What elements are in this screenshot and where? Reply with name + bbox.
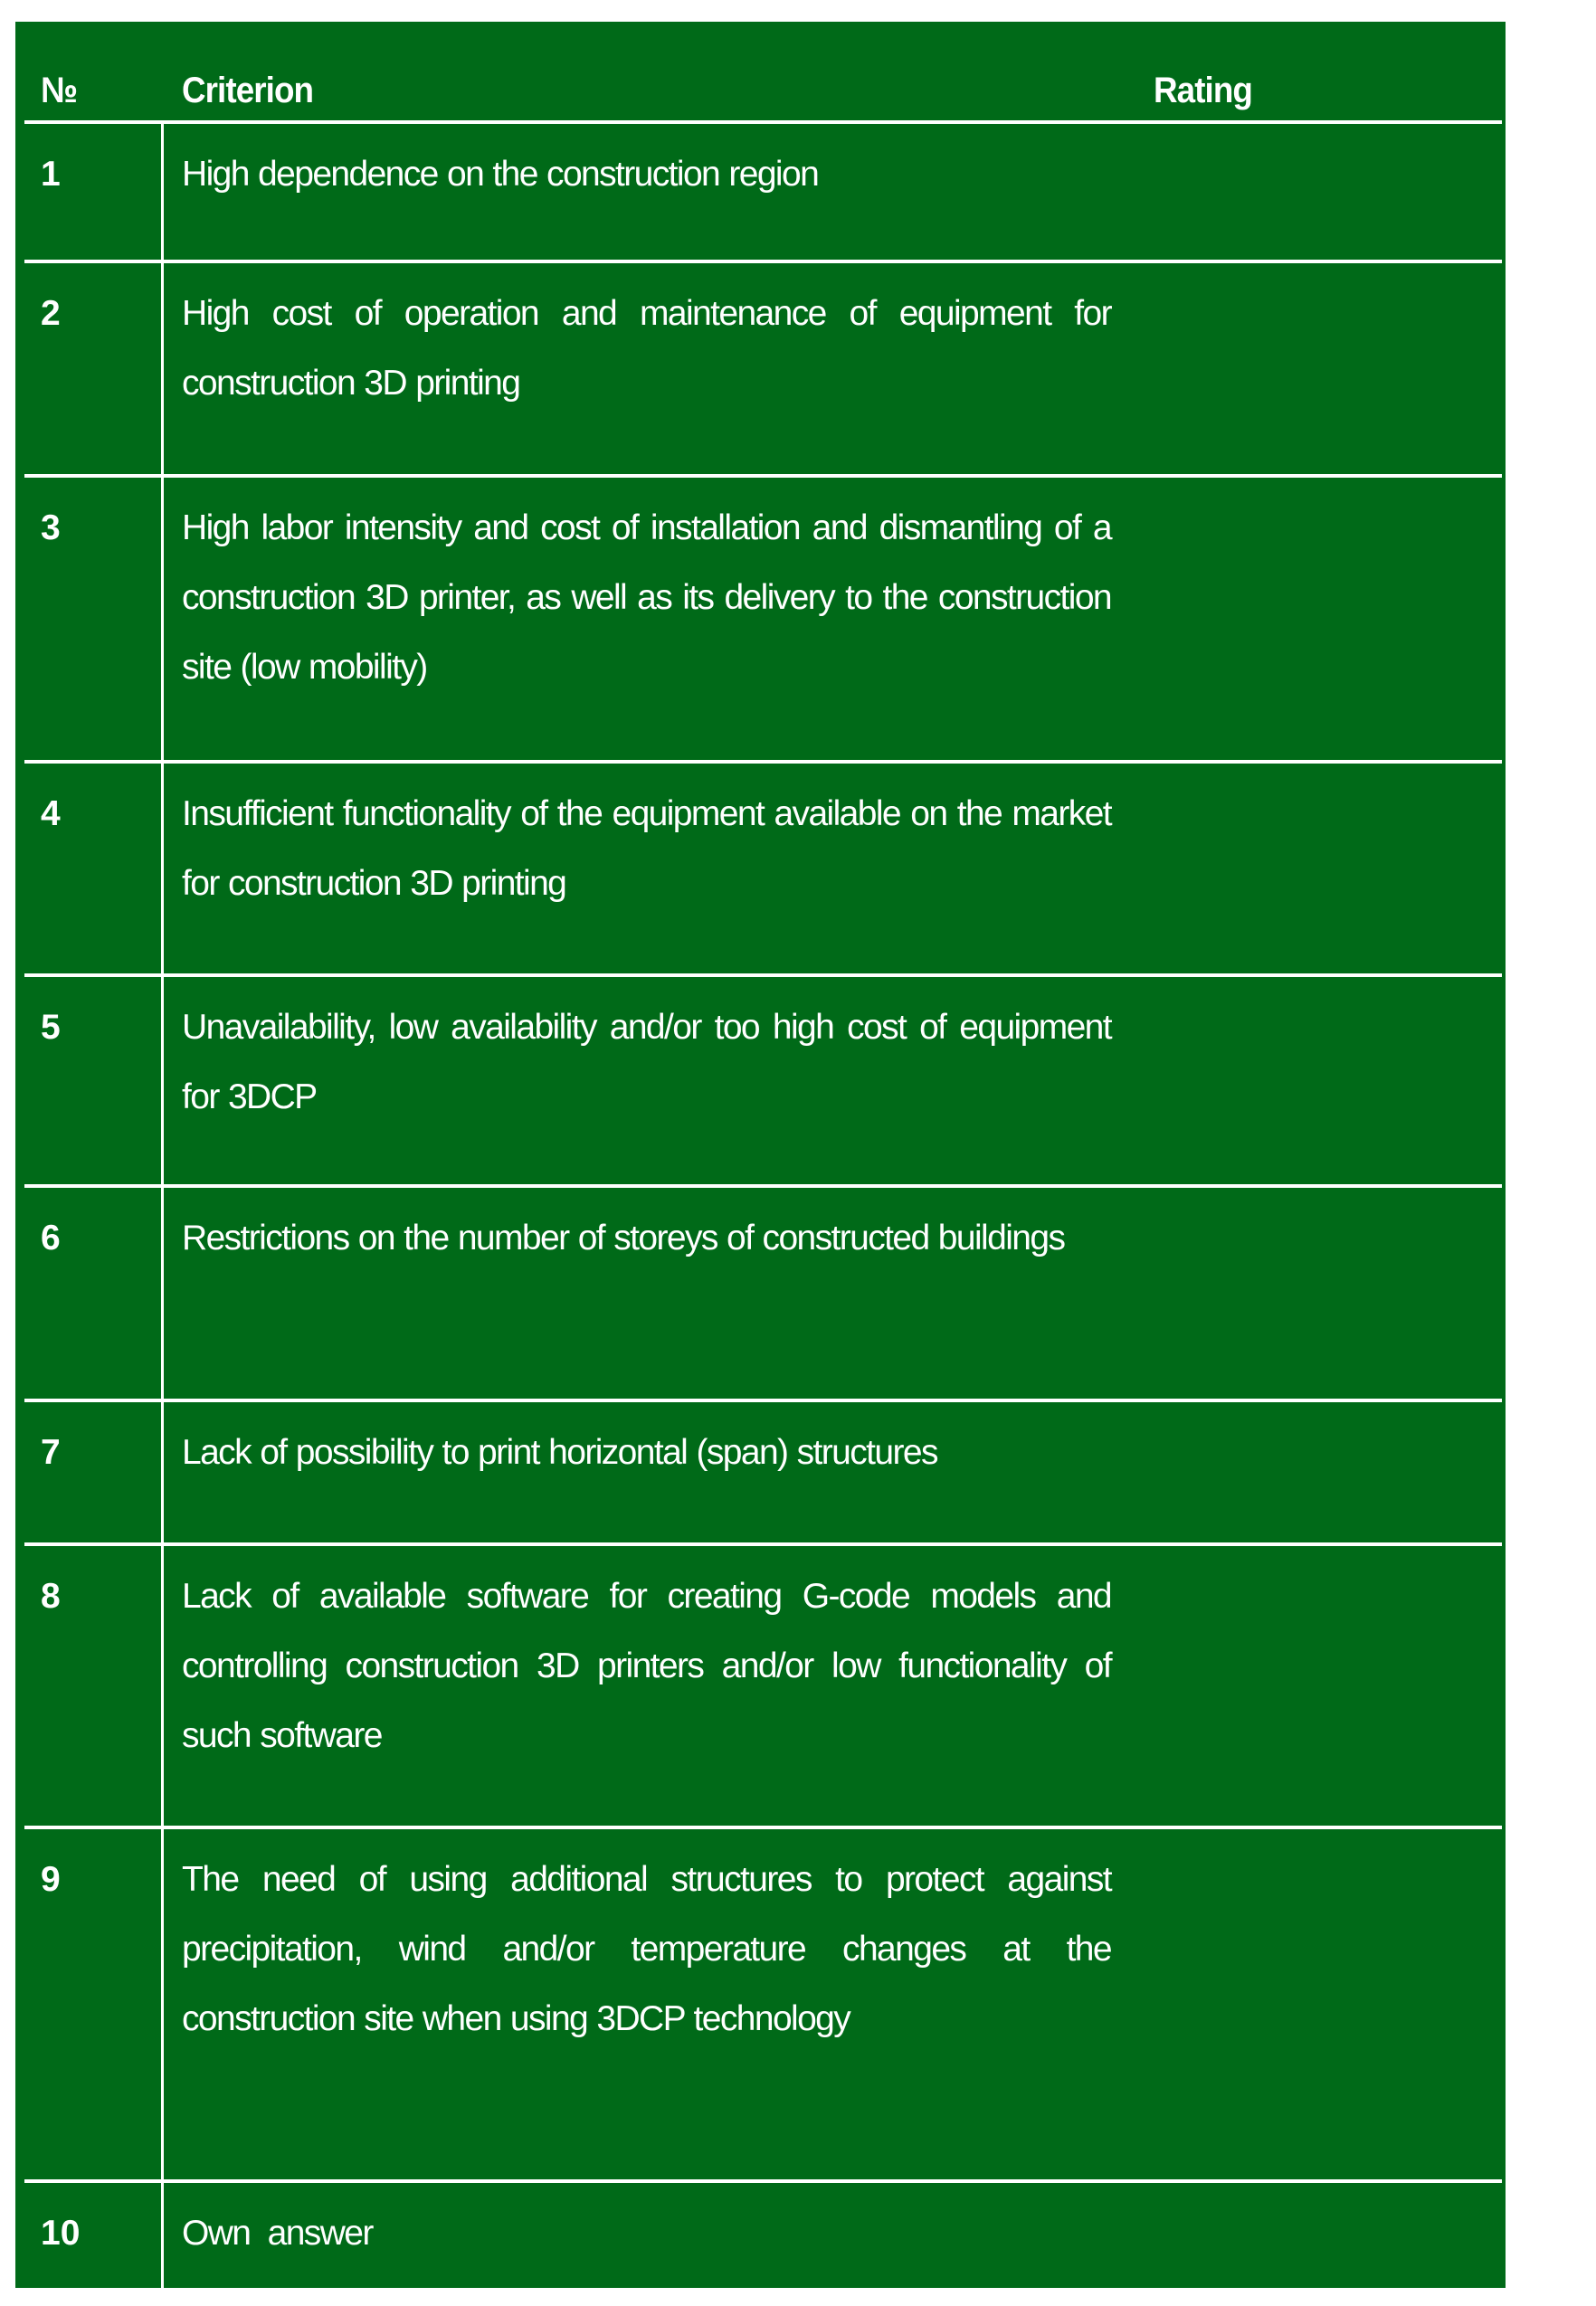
row-criterion: Insufficient functionality of the equipment available on the market for construction 3D printing	[182, 794, 1111, 903]
column-divider	[161, 123, 164, 2288]
row-number: 8	[41, 1577, 61, 1616]
row-divider	[24, 760, 1502, 764]
row-divider	[24, 260, 1502, 263]
row-criterion: The need of using additional structures to protect against precipitation, wind and/or temperature changes at the construction site when using 3DCP technology	[182, 1860, 1111, 2038]
row-divider	[24, 1184, 1502, 1188]
header-number: №	[41, 71, 78, 110]
row-number: 7	[41, 1433, 61, 1472]
row-number: 2	[41, 294, 61, 333]
row-criterion: Restrictions on the number of storeys of constructed buildings	[182, 1219, 1065, 1257]
row-number: 1	[41, 155, 61, 194]
row-number: 6	[41, 1219, 61, 1257]
row-criterion: Own answer	[182, 2214, 373, 2253]
row-criterion: High labor intensity and cost of installation and dismantling of a construction 3D printer, as well as its delivery to the construction site (low mobility)	[182, 508, 1111, 687]
row-number: 5	[41, 1008, 61, 1047]
table-header	[15, 22, 1506, 120]
criteria-table	[15, 22, 1506, 2288]
row-divider	[24, 1542, 1502, 1546]
row-divider	[24, 474, 1502, 478]
row-criterion: Lack of possibility to print horizontal (span) structures	[182, 1433, 937, 1472]
row-criterion: High dependence on the construction region	[182, 155, 819, 194]
header-divider	[24, 120, 1502, 124]
row-criterion: High cost of operation and maintenance of equipment for construction 3D printing	[182, 294, 1111, 403]
header-rating: Rating	[1154, 71, 1252, 110]
row-criterion: Unavailability, low availability and/or too high cost of equipment for 3DCP	[182, 1008, 1111, 1116]
row-number: 4	[41, 794, 61, 833]
row-divider	[24, 2179, 1502, 2183]
row-number: 3	[41, 508, 61, 547]
header-criterion: Criterion	[182, 71, 314, 110]
row-number: 9	[41, 1860, 61, 1899]
row-number: 10	[41, 2214, 81, 2253]
row-divider	[24, 1399, 1502, 1402]
row-divider	[24, 1826, 1502, 1829]
row-divider	[24, 973, 1502, 977]
row-criterion: Lack of available software for creating G-code models and controlling construction 3D printers and/or low functionality of such software	[182, 1577, 1111, 1755]
